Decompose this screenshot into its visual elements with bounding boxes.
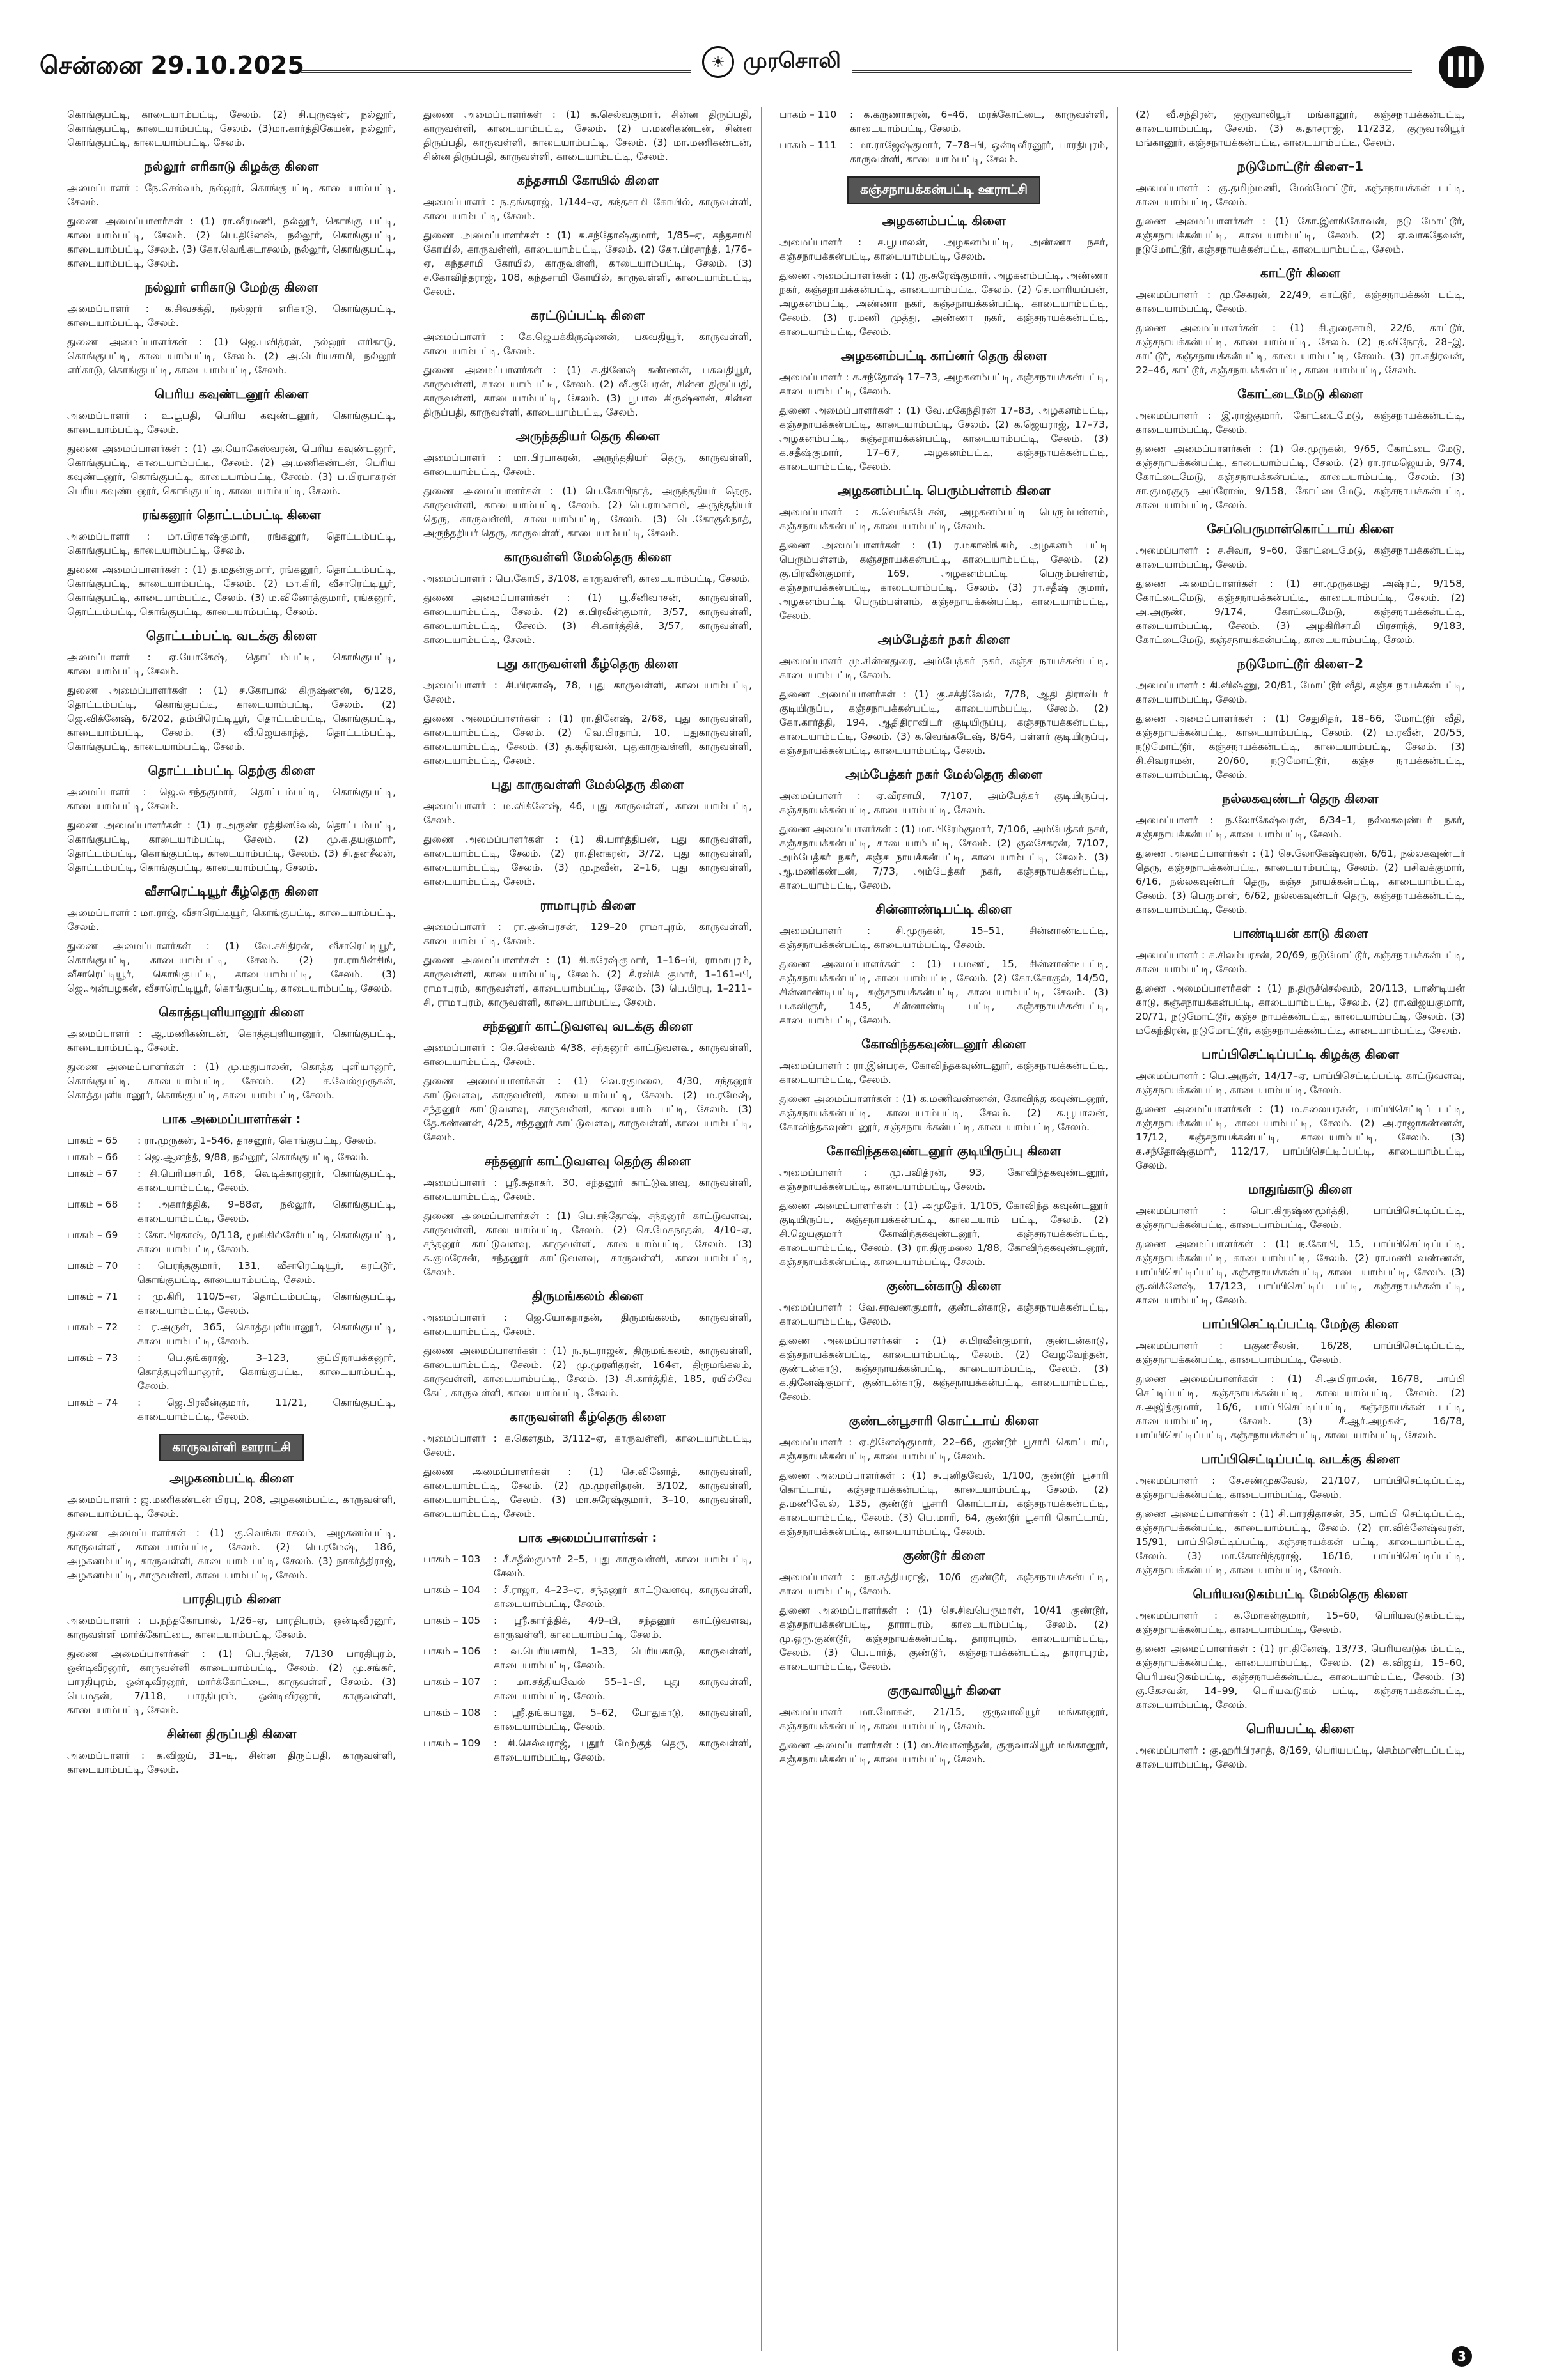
- member-paragraph: துணை அமைப்பாளர்கள் : (1) கி.பார்த்திபன், புது காருவள்ளி, காடையாம்பட்டி, சேலம். (2) ரா.தினகரன், 3/72, புது காருவள்ளி, காடையாம்பட்டி, சேலம். (3) மு.நவீன், 2–16, புது காருவள்ளி, காடையாம்பட்டி, சேலம்.: [423, 834, 752, 887]
- member-paragraph: துணை அமைப்பாளர்கள் : (1) ந.திருச்செல்வம், 20/113, பாண்டியன் காடு, கஞ்சநாயக்கன்பட்டி, காடையாம்பட்டி, சேலம். (2) ரா.விஜயகுமார், 20/71, நடுமோட்டூர், கஞ்ச நாயக்கன்பட்டி, காடையாம்பட்டி, சேலம். (3) மகேந்திரன், நடுமோட்டூர், கஞ்சநாயக்கன்பட்டி, காடையாம்பட்டி, சேலம்.: [1136, 983, 1465, 1036]
- masthead: [0, 0, 1543, 96]
- booth-number: பாகம் – 110: [779, 109, 837, 120]
- booth-number: பாகம் – 111: [779, 139, 837, 151]
- member-paragraph: அமைப்பாளர் : ந.லோகேஷ்வரன், 6/34–1, நல்லகவுண்டர் நகர், கஞ்சநாயக்கன்பட்டி, காடையாம்பட்டி, சேலம்.: [1136, 814, 1465, 840]
- member-paragraph: துணை அமைப்பாளர்கள் : (1) ர.அருண் ரத்தினவேல், தொட்டம்பட்டி, கொங்குபட்டி, காடையாம்பட்டி, சேலம். (2) மு.க.தயகுமார், தொட்டம்பட்டி, கொங்குபட்டி, காடையாம்பட்டி, சேலம். (3) சி.தனசீலன், தொட்டம்பட்டி, கொங்குபட்டி, காடையாம்பட்டி, சேலம்.: [67, 820, 396, 873]
- booth-entry: [423, 1706, 752, 1734]
- member-paragraph: அமைப்பாளர் : ரா.அன்பரசன், 129–20 ராமாபுரம், காருவள்ளி, காடையாம்பட்டி, சேலம்.: [423, 921, 752, 947]
- member-paragraph: அமைப்பாளர் : ச.பூபாலன், அழகனம்பட்டி, அண்ணா நகர், கஞ்சநாயக்கன்பட்டி, காடையாம்பட்டி, சேலம்.: [779, 237, 1108, 262]
- member-paragraph: துணை அமைப்பாளர்கள் : (1) சி.அபிராமன், 16/78, பாப்பி செட்டிப்பட்டி, கஞ்சநாயக்கன்பட்டி, காடையாம்பட்டி, சேலம். (2) ச.அஜித்குமார், 16/6, பாப்பிசெட்டிப்பட்டி, கஞ்சநாயக்கன் பட்டி, காடையாம்பட்டி, சேலம். (3) சீ.ஆர்.அழகன், 16/78, பாப்பிசெட்டிப்பட்டி, கஞ்சநாயக்கன்பட்டி, காடையாம்பட்டி, சேலம்.: [1136, 1373, 1465, 1441]
- booth-organiser: : சீ.ராஜா, 4–23–ஏ, சந்தனூர் காட்டுவளவு, காருவள்ளி, காடையாம்பட்டி, சேலம்.: [494, 1584, 752, 1610]
- brand: [691, 46, 852, 78]
- branch-heading: ரங்கனூர் தொட்டம்பட்டி கிளை: [142, 507, 321, 522]
- member-paragraph: அமைப்பாளர் : க.வெங்கடேசன், அழகனம்பட்டி பெரும்பள்ளம், கஞ்சநாயக்கன்பட்டி, காடையாம்பட்டி, சேலம்.: [779, 506, 1108, 532]
- branch-heading: அருந்ததியர் தெரு கிளை: [515, 428, 660, 444]
- branch-heading: தொட்டம்பட்டி வடக்கு கிளை: [146, 628, 317, 643]
- member-paragraph: துணை அமைப்பாளர்கள் : (1) பெ.சந்தோஷ், சந்தனூர் காட்டுவளவு, காருவள்ளி, காடையாம்பட்டி, சேலம். (2) செ.மேகநாதன், 4/10–ஏ, சந்தனூர் காட்டுவளவு, காருவள்ளி, காடையாம்பட்டி, சேலம். (3) க.குமரேசன், சந்தனூர் காட்டுவளவு, காருவள்ளி, காடையாம்பட்டி, சேலம்.: [423, 1210, 752, 1278]
- member-paragraph: துணை அமைப்பாளர்கள் : (1) ரா.வீரமணி, நல்லூர், கொங்கு பட்டி, காடையாம்பட்டி, சேலம். (2) பெ.தினேஷ், நல்லூர், கொங்குபட்டி, காடையாம்பட்டி, சேலம். (3) கோ.வெங்கடாசலம், நல்லூர், கொங்குபட்டி, காடையாம்பட்டி, சேலம்.: [67, 215, 396, 269]
- booth-entry: [67, 1133, 396, 1147]
- member-paragraph: துணை அமைப்பாளர்கள் : (1) அ.யோகேஸ்வரன், பெரிய கவுண்டனூர், கொங்குபட்டி, காடையாம்பட்டி, சேலம். (2) அ.மணிகண்டன், பெரிய கவுண்டனூர், கொங்குபட்டி, காடையாம்பட்டி, சேலம். (3) ப.பிரபாகரன் பெரிய கவுண்டனூர், கொங்குபட்டி, காடையாம்பட்டி, சேலம்.: [67, 443, 396, 497]
- branch-heading: கரட்டுப்பட்டி கிளை: [530, 307, 645, 323]
- column-2: [423, 107, 762, 2351]
- member-paragraph: அமைப்பாளர் : மு.பவித்ரன், 93, கோவிந்தகவுண்டனூர், கஞ்சநாயக்கன்பட்டி, காடையாம்பட்டி, சேலம்.: [779, 1167, 1108, 1192]
- booth-number: பாகம் – 103: [423, 1553, 481, 1565]
- member-paragraph: துணை அமைப்பாளர்கள் : (1) ம.கலையரசன், பாப்பிசெட்டிப் பட்டி, கஞ்சநாயக்கன்பட்டி, காடையாம்பட்டி, சேலம். (2) அ.ராஜாகண்ணன், 17/12, கஞ்சநாயக்கன்பட்டி, காடையாம்பட்டி, சேலம். (3) க.சந்தோஷ்குமார், 112/17, பாப்பிசெட்டிப்பட்டி, காடையாம்பட்டி, சேலம்.: [1136, 1103, 1465, 1171]
- branch-heading: காட்டூர் கிளை: [1260, 265, 1341, 281]
- branch-heading: வீசாரெட்டியூர் கீழ்தெரு கிளை: [145, 883, 318, 899]
- member-paragraph: அமைப்பாளர் : நே.செல்வம், நல்லூர், கொங்குபட்டி, காடையாம்பட்டி, சேலம்.: [67, 182, 396, 208]
- page-number-badge: III: [1439, 46, 1484, 88]
- member-paragraph: துணை அமைப்பாளர்கள் : (1) சி.பாரதிதாசன், 35, பாப்பி செட்டிப்பட்டி, கஞ்சநாயக்கன்பட்டி, காடையாம்பட்டி, சேலம். (2) ரா.விக்னேஷ்வரன், 15/91, பாப்பிசெட்டிப்பட்டி, கஞ்சநாயக்கன் பட்டி, காடையாம்பட்டி, சேலம். (3) மா.கோவிந்தராஜ், 16/16, பாப்பிசெட்டிப்பட்டி, கஞ்சநாயக்கன்பட்டி, காடையாம்பட்டி, சேலம்.: [1136, 1508, 1465, 1576]
- booth-number: பாகம் – 109: [423, 1738, 481, 1749]
- branch-heading: அழகனம்பட்டி காப்னர் தெரு கிளை: [840, 348, 1047, 363]
- branch-heading: அம்பேத்கர் நகர் மேல்தெரு கிளை: [845, 766, 1043, 782]
- member-paragraph: அமைப்பாளர் : பகுணசீலன், 16/28, பாப்பிசெட்டிப்பட்டி, கஞ்சநாயக்கன்பட்டி, காடையாம்பட்டி, சேலம்.: [1136, 1340, 1465, 1365]
- member-paragraph: துணை அமைப்பாளர்கள் : (1) ரா.தினேஷ், 2/68, புது காருவள்ளி, காடையாம்பட்டி, சேலம். (2) வெ.பிரதாப், 10, புதுகாருவள்ளி, காடையாம்பட்டி, சேலம். (3) த.கதிரவன், புதுகாருவள்ளி, காருவள்ளி, காடையாம்பட்டி, சேலம்.: [423, 713, 752, 766]
- member-paragraph: துணை அமைப்பாளர்கள் : (1) ரா.தினேஷ், 13/73, பெரியவடுக ம்பட்டி, கஞ்சநாயக்கன்பட்டி, காடையாம்பட்டி, சேலம். (2) க.விஜய், 15–60, பெரியவடுகம்பட்டி, கஞ்சநாயக்கன்பட்டி, காடையாம்பட்டி, சேலம். (3) கு.கேசவன், 14–99, பெரியவடுகம் பட்டி, கஞ்சநாயக்கன்பட்டி, காடையாம்பட்டி, சேலம்.: [1136, 1643, 1465, 1711]
- member-paragraph: துணை அமைப்பாளர்கள் : (1) ப.மணி, 15, சின்னாண்டிபட்டி, கஞ்சநாயக்கன்பட்டி, காடையாம்பட்டி, சேலம். (2) கோ.கோகுல், 14/50, சின்னாண்டிபட்டி, கஞ்சநாயக்கன்பட்டி, காடையாம்பட்டி, சேலம். (3) ப.கவிஞர், 145, சின்னாண்டி பட்டி, கஞ்சநாயக்கன்பட்டி, காடையாம்பட்டி, சேலம்.: [779, 958, 1108, 1026]
- member-paragraph: துணை அமைப்பாளர்கள் : (1) க.சந்தோஷ்குமார், 1/85–ஏ, கந்தசாமி கோயில், காருவள்ளி, காடையாம்பட்டி, சேலம். (2) கோ.பிரசாந்த், 1/76–ஏ, கந்தசாமி கோயில், காருவள்ளி, காடையாம்பட்டி, சேலம். (3) ச.கோவிந்தராஜ், 108, கந்தசாமி கோயில், காருவள்ளி, காடையாம்பட்டி, சேலம்.: [423, 229, 752, 297]
- column-3: [779, 107, 1118, 2351]
- member-paragraph: அமைப்பாளர் : பெ.அருள், 14/17–ஏ, பாப்பிசெட்டிப்பட்டி காட்டுவளவு, கஞ்சநாயக்கன்பட்டி, காடையாம்பட்டி, சேலம்.: [1136, 1070, 1465, 1096]
- member-paragraph: துணை அமைப்பாளர்கள் : (1) சேதுசிதர், 18–66, மோட்டூர் வீதி, கஞ்சநாயக்கன்பட்டி, காடையாம்பட்டி, சேலம். (2) ம.ரவீன், 20/55, நடுமோட்டூர், கஞ்சநாயக்கன்பட்டி, காடையாம்பட்டி, சேலம். (3) சி.சிவராமன், 20/60, நடுமோட்டூர், கஞ்ச நாயக்கன்பட்டி, காடையாம்பட்டி, சேலம்.: [1136, 713, 1465, 781]
- member-paragraph: அமைப்பாளர் : க.கௌதம், 3/112–ஏ, காருவள்ளி, காடையாம்பட்டி, சேலம்.: [423, 1433, 752, 1458]
- branch-heading: ராமாபுரம் கிளை: [540, 898, 636, 913]
- member-paragraph: துணை அமைப்பாளர்கள் : (1) ச.புனிதவேல், 1/100, குண்டூர் பூசாரி கொட்டாய், கஞ்சநாயக்கன்பட்டி, காடையாம்பட்டி, சேலம். (2) த.மணிவேல், 135, குண்டூர் பூசாரி கொட்டாய், கஞ்சநாயக்கன்பட்டி, காடையாம்பட்டி, சேலம். (3) பெ.மாரி, 64, குண்டூர் பூசாரி கொட்டாய், கஞ்சநாயக்கன்பட்டி, காடையாம்பட்டி, சேலம்.: [779, 1470, 1108, 1537]
- booth-entry: [67, 1289, 396, 1318]
- branch-heading: பாப்பிசெட்டிப்பட்டி கிழக்கு கிளை: [1202, 1046, 1399, 1062]
- booth-entry: [67, 1167, 396, 1195]
- booth-organiser: : பெரந்தகுமார், 131, வீசாரெட்டியூர், கரட்டூர், கொங்குபட்டி, காடையாம்பட்டி, சேலம்.: [137, 1260, 396, 1286]
- booth-organiser: : மா.ராஜேஷ்குமார், 7–78–பி, ஒன்டிவீரனூர், பாரதிபுரம், காருவள்ளி, காடையாம்பட்டி, சேலம்.: [850, 139, 1108, 165]
- branch-heading: பாப்பிசெட்டிப்பட்டி வடக்கு கிளை: [1200, 1451, 1400, 1466]
- branch-heading: சின்ன திருப்பதி கிளை: [166, 1726, 297, 1741]
- branch-heading: கொத்தபுளியானூர் கிளை: [159, 1004, 304, 1020]
- member-paragraph: அமைப்பாளர் : ஆ.மணிகண்டன், கொத்தபுளியானூர், கொங்குபட்டி, காடையாம்பட்டி, சேலம்.: [67, 1028, 396, 1054]
- branch-heading: கோவிந்தகவுண்டனூர் குடியிருப்பு கிளை: [826, 1143, 1061, 1158]
- booth-organiser: : ஜெ.பிரவீன்குமார், 11/21, கொங்குபட்டி, காடையாம்பட்டி, சேலம்.: [137, 1397, 396, 1422]
- booth-entry: [423, 1583, 752, 1611]
- booth-number: பாகம் – 67: [67, 1168, 118, 1179]
- branch-heading: புது காருவள்ளி மேல்தெரு கிளை: [491, 777, 684, 792]
- branch-heading: நடுமோட்டூர் கிளை–1: [1237, 159, 1364, 174]
- branch-heading: கோவிந்தகவுண்டனூர் கிளை: [861, 1036, 1026, 1052]
- member-paragraph: அமைப்பாளர் : க.சிலம்பரசன், 20/69, நடுமோட்டூர், கஞ்சநாயக்கன்பட்டி, காடையாம்பட்டி, சேலம்.: [1136, 949, 1465, 975]
- booth-number: பாகம் – 74: [67, 1397, 118, 1408]
- booth-organiser: : பெ.தங்கராஜ், 3–123, குப்பிநாயக்கனூர், கொத்தபுளியானூர், கொங்குபட்டி, காடையாம்பட்டி, சேலம்.: [137, 1352, 396, 1392]
- member-paragraph: துணை அமைப்பாளர்கள் : (1) கு.சக்திவேல், 7/78, ஆதி திராவிடர் குடியிருப்பு, கஞ்சநாயக்கன்பட்டி, காடையாம்பட்டி, சேலம். (2) கோ.கார்த்தி, 194, ஆதிதிராவிடர் குடியிருப்பு, கஞ்சநாயக்கன்பட்டி, காடையாம்பட்டி, சேலம். (3) க.வெங்கடேஷ், 8/64, பள்ளர் குடியிருப்பு, கஞ்சநாயக்கன்பட்டி, காடையாம்பட்டி, சேலம்.: [779, 688, 1108, 756]
- member-paragraph: துணை அமைப்பாளர்கள் : (1) பெ.கோபிநாத், அருந்ததியர் தெரு, காருவள்ளி, காடையாம்பட்டி, சேலம். (2) பெ.ராமசாமி, அருந்ததியர் தெரு, காருவள்ளி, காடையாம்பட்டி, சேலம். (3) பெ.கோகுல்நாத், அருந்ததியர் தெரு, காருவள்ளி, காடையாம்பட்டி, சேலம்.: [423, 485, 752, 539]
- footer-page-mark: 3: [1452, 2346, 1472, 2367]
- column-1: [67, 107, 405, 2351]
- booth-number: பாகம் – 108: [423, 1707, 481, 1718]
- branch-heading: கந்தசாமி கோயில் கிளை: [517, 173, 659, 188]
- booth-entry: [67, 1320, 396, 1348]
- booth-number: பாகம் – 106: [423, 1645, 481, 1657]
- member-paragraph: அமைப்பாளர் : கு.தமிழ்மணி, மேல்மோட்டூர், கஞ்சநாயக்கன் பட்டி, காடையாம்பட்டி, சேலம்.: [1136, 182, 1465, 208]
- member-paragraph: அமைப்பாளர் : சி.பிரகாஷ், 78, புது காருவள்ளி, காடையாம்பட்டி, சேலம்.: [423, 680, 752, 705]
- member-paragraph: அமைப்பாளர் : ந.தங்கராஜ், 1/144–ஏ, கந்தசாமி கோயில், காருவள்ளி, காடையாம்பட்டி, சேலம்.: [423, 196, 752, 222]
- member-paragraph: துணை அமைப்பாளர்கள் : (1) ர.மகாலிங்கம், அழகனம் பட்டி பெரும்பள்ளம், கஞ்சநாயக்கன்பட்டி, காடையாம்பட்டி, சேலம். (2) கு.பிரவீன்குமார், 169, அழகனம்பட்டி பெரும்பள்ளம், கஞ்சநாயக்கன்பட்டி, காடையாம்பட்டி, சேலம். (3) ரா.சதீஷ் குமார், அழகனம்பட்டி பெரும்பள்ளம், கஞ்சநாயக்கன்பட்டி, காடையாம்பட்டி, சேலம்.: [779, 540, 1108, 621]
- branch-heading: அம்பேத்கர் நகர் கிளை: [877, 632, 1010, 647]
- branch-heading: பாக அமைப்பாளர்கள் :: [162, 1111, 301, 1126]
- member-paragraph: அமைப்பாளர் : கி.விஷ்ணு, 20/81, மோட்டூர் வீதி, கஞ்ச நாயக்கன்பட்டி, காடையாம்பட்டி, சேலம்.: [1136, 680, 1465, 705]
- member-paragraph: அமைப்பாளர் : ரா.இன்பரசு, கோவிந்தகவுண்டனூர், கஞ்சநாயக்கன்பட்டி, காடையாம்பட்டி, சேலம்.: [779, 1060, 1108, 1085]
- member-paragraph: அமைப்பாளர் : க.விஜய், 31–டி, சின்ன திருப்பதி, காருவள்ளி, காடையாம்பட்டி, சேலம்.: [67, 1750, 396, 1775]
- member-paragraph: அமைப்பாளர் : ம.விக்னேஷ், 46, புது காருவள்ளி, காடையாம்பட்டி, சேலம்.: [423, 800, 752, 826]
- booth-number: பாகம் – 73: [67, 1352, 118, 1364]
- member-paragraph: அமைப்பாளர் : ஏ.வீரசாமி, 7/107, அம்பேத்கர் குடியிருப்பு, கஞ்சநாயக்கன்பட்டி, காடையாம்பட்டி, சேலம்.: [779, 790, 1108, 816]
- booth-entry: [423, 1614, 752, 1642]
- member-paragraph: அமைப்பாளர் : க.சிவசக்தி, நல்லூர் எரிகாடு, கொங்குபட்டி, காடையாம்பட்டி, சேலம்.: [67, 303, 396, 329]
- member-paragraph: துணை அமைப்பாளர்கள் : (1) கோ.இளங்கோவன், நடு மோட்டூர், கஞ்சநாயக்கன்பட்டி, காடையாம்பட்டி, சேலம். (2) ஏ.வாசுதேவன், நடுமோட்டூர், கஞ்சநாயக்கன்பட்டி, காடையாம்பட்டி, சேலம்.: [1136, 215, 1465, 255]
- booth-number: பாகம் – 107: [423, 1676, 481, 1688]
- booth-organiser: : க.கருணாகரன், 6–46, மரக்கோட்டை, காருவள்ளி, காடையாம்பட்டி, சேலம்.: [850, 109, 1108, 134]
- member-paragraph: அமைப்பாளர் : ஏ.தினேஷ்குமார், 22–66, குண்டூர் பூசாரி கொட்டாய், கஞ்சநாயக்கன்பட்டி, காடையாம்பட்டி, சேலம்.: [779, 1436, 1108, 1462]
- member-paragraph: அமைப்பாளர் : சி.முருகன், 15–51, சின்னாண்டிபட்டி, கஞ்சநாயக்கன்பட்டி, காடையாம்பட்டி, சேலம்.: [779, 925, 1108, 951]
- member-paragraph: துணை அமைப்பாளர்கள் : (1) ரு.சுரேஷ்குமார், அழகனம்பட்டி, அண்ணா நகர், கஞ்சநாயக்கன்பட்டி, காடையாம்பட்டி, சேலம். (2) செ.மாரியப்பன், அழகனம்பட்டி, அண்ணா நகர், கஞ்சநாயக்கன்பட்டி, காடையாம்பட்டி, சேலம். (3) ர.மணி முத்து, அண்ணா நகர், கஞ்சநாயக்கன்பட்டி, காடையாம்பட்டி, சேலம்.: [779, 270, 1108, 338]
- member-paragraph: துணை அமைப்பாளர்கள் : (1) செ.லோகேஷ்வரன், 6/61, நல்லகவுண்டர் தெரு, கஞ்சநாயக்கன்பட்டி, காடையாம்பட்டி, சேலம். (2) பசிவக்குமார், 6/16, நல்லகவுண்டர் தெரு, கஞ்ச நாயக்கன்பட்டி, காடையாம்பட்டி, சேலம். (3) பெருமாள், 6/62, நல்லகவுண்டர் தெரு, கஞ்சநாயக்கன்பட்டி, காடையாம்பட்டி, சேலம்.: [1136, 848, 1465, 915]
- branch-heading: அழகனம்பட்டி கிளை: [169, 1470, 294, 1486]
- booth-number: பாகம் – 104: [423, 1584, 481, 1596]
- branch-heading: குண்டன்பூசாரி கொட்டாய் கிளை: [849, 1413, 1039, 1428]
- branch-heading: பெரிய கவுண்டனூர் கிளை: [154, 386, 309, 401]
- member-paragraph: துணை அமைப்பாளர்கள் : (1) கு.வெங்கடாசலம், அழகனம்பட்டி, காருவள்ளி, காடையாம்பட்டி, சேலம். (2) பெ.ரமேஷ், 186, அழகனம்பட்டி, காருவள்ளி, காடையாம் பட்டி, சேலம். (3) நாகர்த்திராஜ், அழகனம்பட்டி, காருவள்ளி, காடையாம்பட்டி, சேலம்.: [67, 1527, 396, 1581]
- member-paragraph: துணை அமைப்பாளர்கள் : (1) செ.வினோத், காருவள்ளி, காடையாம்பட்டி, சேலம். (2) மு.முரளிதரன், 3/102, காருவள்ளி, காடையாம்பட்டி, சேலம். (3) மா.சுரேஷ்குமார், 3–10, காருவள்ளி, காடையாம்பட்டி, சேலம்.: [423, 1466, 752, 1520]
- member-paragraph: துணை அமைப்பாளர்கள் : (1) க.தினேஷ் கண்ணன், பசுவதியூர், காருவள்ளி, காடையாம்பட்டி, சேலம். (2) வீ.குபேரன், சின்ன திருப்பதி, காருவள்ளி, காடையாம்பட்டி, சேலம். (3) பூபால கிருஷ்ணன், சின்ன திருப்பதி, காருவள்ளி, காடையாம்பட்டி, சேலம்.: [423, 364, 752, 418]
- masthead-rule: [301, 70, 1412, 73]
- booth-number: பாகம் – 65: [67, 1135, 118, 1146]
- member-paragraph: துணை அமைப்பாளர்கள் : (1) செ.முருகன், 9/65, கோட்டை மேடு, கஞ்சநாயக்கன்பட்டி, காடையாம்பட்டி, சேலம். (2) ரா.ராமஜெயம், 9/74, கோட்டைமேடு, கஞ்சநாயக்கன்பட்டி, காடையாம்பட்டி, சேலம். (3) சா.குமரகுரு அப்ரோஸ், 9/158, கோட்டைமேடு, கஞ்சநாயக்கன்பட்டி, காடையாம்பட்டி, சேலம்.: [1136, 443, 1465, 511]
- member-paragraph: அமைப்பாளர் : ப.நந்தகோபால், 1/26–ஏ, பாரதிபுரம், ஒன்டிவீரனூர், காருவள்ளி மார்க்கோட்டை, காடையாம்பட்டி, சேலம்.: [67, 1615, 396, 1640]
- booth-organiser: : சி.செல்வராஜ், புதூர் மேற்குத் தெரு, காருவள்ளி, காடையாம்பட்டி, சேலம்.: [494, 1738, 752, 1763]
- branch-heading: தொட்டம்பட்டி தெற்கு கிளை: [148, 763, 315, 778]
- member-paragraph: துணை அமைப்பாளர்கள் : (1) த.மதன்குமார், ரங்கனூர், தொட்டம்பட்டி, கொங்குபட்டி, காடையாம்பட்டி, சேலம். (2) மா.கிரி, வீசாரெட்டியூர், கொங்குபட்டி, காடையாம்பட்டி, சேலம். (3) ம.வினோத்குமார், ரங்கனூர், தொட்டம்பட்டி, கொங்குபட்டி, காடையாம்பட்டி, சேலம்.: [67, 564, 396, 618]
- branch-heading: நடுமோட்டூர் கிளை–2: [1237, 656, 1364, 671]
- booth-number: பாகம் – 72: [67, 1321, 118, 1333]
- member-paragraph: துணை அமைப்பாளர்கள் : (1) ச.கோபால் கிருஷ்ணன், 6/128, தொட்டம்பட்டி, கொங்குபட்டி, காடையாம்பட்டி, சேலம். (2) ஜெ.விக்னேஷ், 6/202, தம்பிரெட்டியூர், தொட்டம்பட்டி, கொங்குபட்டி, காடையாம்பட்டி, சேலம். (3) வீ.ஜெயகாந்த், தொட்டம்பட்டி, கொங்குபட்டி, காடையாம்பட்டி, சேலம்.: [67, 685, 396, 752]
- booth-entry: [67, 1150, 396, 1164]
- member-paragraph: அமைப்பாளர் : வே.சரவணகுமார், குண்டன்காடு, கஞ்சநாயக்கன்பட்டி, காடையாம்பட்டி, சேலம்.: [779, 1302, 1108, 1327]
- member-paragraph: துணை அமைப்பாளர்கள் : (1) ச.பிரவீன்குமார், குண்டன்காடு, கஞ்சநாயக்கன்பட்டி, காடையாம்பட்டி, சேலம். (2) வேழவேந்தன், குண்டன்காடு, கஞ்சநாயக்கன்பட்டி, காடையாம்பட்டி, சேலம். (3) க.தினேஷ்குமார், குண்டன்காடு, கஞ்சநாயக்கன்பட்டி, காடையாம்பட்டி, சேலம்.: [779, 1335, 1108, 1403]
- member-paragraph: அமைப்பாளர் : சே.சண்முகவேல், 21/107, பாப்பிசெட்டிப்பட்டி, கஞ்சநாயக்கன்பட்டி, காடையாம்பட்டி, சேலம்.: [1136, 1475, 1465, 1500]
- branch-heading: குண்டூர் கிளை: [902, 1548, 985, 1563]
- branch-heading: காருவள்ளி கீழ்தெரு கிளை: [509, 1409, 666, 1424]
- booth-number: பாகம் – 69: [67, 1229, 118, 1241]
- member-paragraph: துணை அமைப்பாளர்கள் : (1) பெ.நிதன், 7/130 பாரதிபுரம், ஒன்டிவீரனூர், காருவள்ளி காடையாம்பட்டி, சேலம். (2) மு.சங்கர், பாரதிபுரம், ஒன்டிவீரனூர், மார்க்கோட்டை, காருவள்ளி, சேலம். (3) பெ.மதன், 7/118, பாரதிபுரம், ஒன்டிவீரனூர், காருவள்ளி, காடையாம்பட்டி, சேலம்.: [67, 1648, 396, 1716]
- branch-heading: சேப்பெருமாள்கொட்டாய் கிளை: [1207, 521, 1394, 536]
- member-paragraph: அமைப்பாளர் : ஜெ.யோகநாதன், திருமங்கலம், காருவள்ளி, காடையாம்பட்டி, சேலம்.: [423, 1312, 752, 1337]
- branch-heading: சந்தனூர் காட்டுவளவு வடக்கு கிளை: [482, 1018, 693, 1034]
- booth-entry: [67, 1351, 396, 1393]
- member-paragraph: துணை அமைப்பாளர்கள் : (1) மா.பிரேம்குமார், 7/106, அம்பேத்கர் நகர், கஞ்சநாயக்கன்பட்டி, காடையாம்பட்டி, சேலம். (2) குலசேகரன், 7/107, அம்பேத்கர் நகர், கஞ்ச நாயக்கன்பட்டி, காடையாம்பட்டி, சேலம். (3) ஆ.மணிகண்டன், 7/73, அம்பேத்கர் நகர், கஞ்சநாயக்கன்பட்டி, காடையாம்பட்டி, சேலம்.: [779, 823, 1108, 891]
- branch-heading: கோட்டைமேடு கிளை: [1237, 386, 1363, 401]
- rising-sun-emblem-icon: ☀: [702, 46, 734, 78]
- panchayat-section-banner: கஞ்சநாயக்கன்பட்டி ஊராட்சி: [847, 176, 1040, 204]
- booth-organiser: : சி.பெரியசாமி, 168, வெடிக்காரனூர், கொங்குபட்டி, காடையாம்பட்டி, சேலம்.: [137, 1168, 396, 1194]
- branch-heading: மாதுங்காடு கிளை: [1248, 1181, 1352, 1197]
- member-paragraph: துணை அமைப்பாளர்கள் : (1) வே.சசிதிரன், வீசாரெட்டியூர், கொங்குபட்டி, காடையாம்பட்டி, சேலம். (2) ரா.ராமின்சிங், வீசாரெட்டியூர், கொங்குபட்டி, காடையாம்பட்டி, சேலம். (3) ஜெ.அன்பழகன், வீசாரெட்டியூர், கொங்குபட்டி, காடையாம்பட்டி, சேலம்.: [67, 940, 396, 994]
- branch-heading: நல்லூர் எரிகாடு மேற்கு கிளை: [145, 279, 318, 295]
- branch-heading: சின்னாண்டிபட்டி கிளை: [875, 901, 1012, 917]
- booth-number: பாகம் – 70: [67, 1260, 118, 1272]
- booth-organiser: : வ.பெரியசாமி, 1–33, பெரியகாடு, காருவள்ளி, காடையாம்பட்டி, சேலம்.: [494, 1645, 752, 1671]
- booth-entry: [423, 1552, 752, 1580]
- branch-heading: பாண்டியன் காடு கிளை: [1232, 926, 1368, 941]
- member-paragraph: அமைப்பாளர் : ஏ.யோகேஷ், தொட்டம்பட்டி, கொங்குபட்டி, காடையாம்பட்டி, சேலம்.: [67, 651, 396, 677]
- branch-heading: குருவாலியூர் கிளை: [887, 1683, 1001, 1698]
- member-paragraph: துணை அமைப்பாளர்கள் : (1) வெ.ரகுமலை, 4/30, சந்தனூர் காட்டுவளவு, காருவள்ளி, காடையாம்பட்டி, சேலம். (2) ம.ரமேஷ், சந்தனூர் காட்டுவளவு, காருவள்ளி, காடையாம் பட்டி, சேலம். (3) தே.கண்ணன், 4/25, சந்தனூர் காட்டுவளவு, காருவள்ளி, காடையாம்பட்டி, சேலம்.: [423, 1075, 752, 1143]
- member-paragraph: துணை அமைப்பாளர்கள் : (1) அமுதேர், 1/105, கோவிந்த கவுண்டனூர் குடியிருப்பு, கஞ்சநாயக்கன்பட்டி, காடையாம் பட்டி, சேலம். (2) சி.ஜெயகுமார் கோவிந்தகவுண்டனூர், கஞ்சநாயக்கன்பட்டி, காடையாம்பட்டி, சேலம். (3) ரா.திருமலை 1/88, கோவிந்தகவுண்டனூர், கஞ்சநாயக்கன்பட்டி, காடையாம்பட்டி, சேலம்.: [779, 1200, 1108, 1268]
- branch-heading: அழகனம்பட்டி கிளை: [882, 213, 1006, 228]
- branch-heading: காருவள்ளி மேல்தெரு கிளை: [503, 549, 672, 564]
- booth-entry: [67, 1228, 396, 1256]
- branch-heading: பெரியவடுகம்பட்டி மேல்தெரு கிளை: [1193, 1586, 1408, 1601]
- member-paragraph: துணை அமைப்பாளர்கள் : (1) வே.மகேந்திரன் 17–83, அழகனம்பட்டி, கஞ்சநாயக்கன்பட்டி, காடையாம்பட்டி, சேலம். (2) க.ஜெயராஜ், 17–73, அழகனம்பட்டி, கஞ்சநாயக்கன்பட்டி, காடையாம்பட்டி, சேலம். (3) க.சதீஷ்குமார், 17–67, அழகனம்பட்டி, கஞ்சநாயக்கன்பட்டி, காடையாம்பட்டி, சேலம்.: [779, 405, 1108, 472]
- column-4: [1136, 107, 1474, 2351]
- booth-entry: [423, 1736, 752, 1764]
- member-paragraph: துணை அமைப்பாளர்கள் : (1) க.செல்வகுமார், சின்ன திருப்பதி, காருவள்ளி, காடையாம்பட்டி, சேலம். (2) ப.மணிகண்டன், சின்ன திருப்பதி, காருவள்ளி, காடையாம்பட்டி, சேலம். (3) மா.மணிகண்டன், சின்ன திருப்பதி, காருவள்ளி, காடையாம்பட்டி, சேலம்.: [423, 109, 752, 162]
- panchayat-section-banner: காருவள்ளி ஊராட்சி: [159, 1434, 304, 1461]
- member-paragraph: அமைப்பாளர் : ஜெ.வசந்தகுமார், தொட்டம்பட்டி, கொங்குபட்டி, காடையாம்பட்டி, சேலம்.: [67, 786, 396, 812]
- member-paragraph: துணை அமைப்பாளர்கள் : (1) சி.சுரேஷ்குமார், 1–16–பி, ராமாபுரம், காருவள்ளி, காடையாம்பட்டி, சேலம். (2) சீ.ரவிக் குமார், 1–161–பி, ராமாபுரம், காருவள்ளி, காடையாம்பட்டி, சேலம். (3) பெ.பிரபு, 1–211–சி, ராமாபுரம், காருவள்ளி, காடையாம்பட்டி, சேலம்.: [423, 954, 752, 1008]
- branch-heading: பாக அமைப்பாளர்கள் :: [518, 1530, 657, 1545]
- branch-heading: பெரியபட்டி கிளை: [1246, 1721, 1355, 1736]
- booth-organiser: : ரா.முருகன், 1–546, தாசனூர், கொங்குபட்டி, சேலம்.: [137, 1135, 377, 1146]
- booth-number: பாகம் – 105: [423, 1615, 481, 1626]
- booth-organiser: : கோ.பிரகாஷ், 0/118, மூங்கில்சேரிபட்டி, கொங்குபட்டி, காடையாம்பட்டி, சேலம்.: [137, 1229, 396, 1255]
- member-paragraph: அமைப்பாளர் : பொ.கிருஷ்ணமூர்த்தி, பாப்பிசெட்டிப்பட்டி, கஞ்சநாயக்கன்பட்டி, காடையாம்பட்டி, சேலம்.: [1136, 1205, 1465, 1231]
- member-paragraph: அமைப்பாளர் : இ.ராஜ்குமார், கோட்டைமேடு, கஞ்சநாயக்கன்பட்டி, காடையாம்பட்டி, சேலம்.: [1136, 410, 1465, 435]
- member-paragraph: கொங்குபட்டி, காடையாம்பட்டி, சேலம். (2) சி.புருஷன், நல்லூர், கொங்குபட்டி, காடையாம்பட்டி, சேலம். (3)மா.கார்த்திகேயன், நல்லூர், கொங்குபட்டி, காடையாம்பட்டி, சேலம்.: [67, 109, 396, 148]
- member-paragraph: அமைப்பாளர் : கே.ஜெயக்கிருஷ்ணன், பசுவதியூர், காருவள்ளி, காடையாம்பட்டி, சேலம்.: [423, 331, 752, 357]
- booth-organiser: : ஜெ.ஆனந்த், 9/88, நல்லூர், கொங்குபட்டி, சேலம்.: [137, 1151, 370, 1163]
- branch-heading: நல்லகவுண்டர் தெரு கிளை: [1222, 791, 1379, 806]
- booth-entry: [779, 107, 1108, 136]
- member-paragraph: அமைப்பாளர் : மா.பிரகாஷ்குமார், ரங்கனூர், தொட்டம்பட்டி, கொங்குபட்டி, காடையாம்பட்டி, சேலம்.: [67, 531, 396, 556]
- member-paragraph: அமைப்பாளர் : மா.பிரபாகரன், அருந்ததியர் தெரு, காருவள்ளி, காடையாம்பட்டி, சேலம்.: [423, 452, 752, 478]
- member-paragraph: அமைப்பாளர் : நா.சத்தியராஜ், 10/6 குண்டூர், கஞ்சநாயக்கன்பட்டி, காடையாம்பட்டி, சேலம்.: [779, 1571, 1108, 1597]
- branch-heading: நல்லூர் எரிகாடு கிழக்கு கிளை: [144, 159, 319, 174]
- member-paragraph: அமைப்பாளர் : உ.பூபதி, பெரிய கவுண்டனூர், கொங்குபட்டி, காடையாம்பட்டி, சேலம்.: [67, 410, 396, 435]
- member-paragraph: துணை அமைப்பாளர்கள் : (1) சி.துரைசாமி, 22/6, காட்டூர், கஞ்சநாயக்கன்பட்டி, காடையாம்பட்டி, சேலம். (2) ந.விநோத், 28–இ, காட்டூர், கஞ்சநாயக்கன்பட்டி, காடையாம்பட்டி, சேலம். (3) ரா.கதிரவன், 22–46, காட்டூர், கஞ்சநாயக்கன்பட்டி, காடையாம்பட்டி, சேலம்.: [1136, 322, 1465, 376]
- branch-heading: அழகனம்பட்டி பெரும்பள்ளம் கிளை: [837, 483, 1051, 498]
- booth-entry: [423, 1675, 752, 1703]
- booth-organiser: : ர.அருள், 365, கொத்தபுளியானூர், கொங்குபட்டி, காடையாம்பட்டி, சேலம்.: [137, 1321, 396, 1347]
- member-paragraph: துணை அமைப்பாளர்கள் : (1) செ.சிவபெருமாள், 10/41 குண்டூர், கஞ்சநாயக்கன்பட்டி, தாராபுரம், காடையாம்பட்டி, சேலம். (2) மு.ஒரு.குண்டூர், கஞ்சநாயக்கன்பட்டி, தாராபுரம், காடையாம்பட்டி, சேலம். (3) பெ.பார்த், குண்டூர், கஞ்சநாயக்கன்பட்டி, தாராபுரம், காடையாம்பட்டி, சேலம்.: [779, 1605, 1108, 1672]
- member-paragraph: துணை அமைப்பாளர்கள் : (1) மு.மதுபாலன், கொத்த புளியானூர், கொங்குபட்டி, காடையாம்பட்டி, சேலம். (2) ச.வேல்முருகன், கொத்தபுளியானூர், கொங்குபட்டி, காடையாம்பட்டி, சேலம்.: [67, 1061, 396, 1101]
- branch-heading: பாப்பிசெட்டிப்பட்டி மேற்கு கிளை: [1202, 1316, 1399, 1332]
- branch-heading: குண்டன்காடு கிளை: [886, 1278, 1001, 1293]
- member-paragraph: துணை அமைப்பாளர்கள் : (1) பூ.சீனிவாசன், காருவள்ளி, காடையாம்பட்டி, சேலம். (2) க.பிரவீன்குமார், 3/57, காருவள்ளி, காடையாம்பட்டி, சேலம். (3) சி.கார்த்திக், 3/57, காருவள்ளி, காடையாம்பட்டி, சேலம்.: [423, 592, 752, 646]
- branch-heading: பாரதிபுரம் கிளை: [182, 1591, 281, 1606]
- member-paragraph: (2) வீ.சந்திரன், குருவாலியூர் மங்கானூர், கஞ்சநாயக்கன்பட்டி, காடையாம்பட்டி, சேலம். (3) க.தாசராஜ், 11/232, குருவாலியூர் மங்கானூர், கஞ்சநாயக்கன்பட்டி, காடையாம்பட்டி, சேலம்.: [1136, 109, 1465, 148]
- member-paragraph: அமைப்பாளர் : க.மோகன்குமார், 15–60, பெரியவடுகம்பட்டி, கஞ்சநாயக்கன்பட்டி, காடையாம்பட்டி, சேலம்.: [1136, 1610, 1465, 1635]
- booth-organiser: : ஸ்ரீ.கார்த்திக், 4/9–பி, சந்தனூர் காட்டுவளவு, காருவள்ளி, காடையாம்பட்டி, சேலம்.: [494, 1615, 752, 1640]
- booth-organiser: : மா.சத்தியவேல் 55–1–பி, புது காருவள்ளி, காடையாம்பட்டி, சேலம்.: [494, 1676, 752, 1702]
- booth-number: பாகம் – 71: [67, 1291, 118, 1302]
- member-paragraph: துணை அமைப்பாளர்கள் : (1) ஜெ.பவித்ரன், நல்லூர் எரிகாடு, கொங்குபட்டி, காடையாம்பட்டி, சேலம். (2) அ.பெரியசாமி, நல்லூர் எரிகாடு, கொங்குபட்டி, காடையாம்பட்டி, சேலம்.: [67, 336, 396, 376]
- member-paragraph: அமைப்பாளர் : ஸ்ரீ.சுதாகர், 30, சந்தனூர் காட்டுவளவு, காருவள்ளி, காடையாம்பட்டி, சேலம்.: [423, 1177, 752, 1202]
- booth-organiser: : மு.கிரி, 110/5–எ, தொட்டம்பட்டி, கொங்குபட்டி, காடையாம்பட்டி, சேலம்.: [137, 1291, 396, 1316]
- member-paragraph: அமைப்பாளர் : கு.ஹரிபிரசாத், 8/169, பெரியபட்டி, செம்மாண்டப்பட்டி, காடையாம்பட்டி, சேலம்.: [1136, 1745, 1465, 1770]
- booth-entry: [779, 138, 1108, 166]
- booth-entry: [423, 1644, 752, 1672]
- booth-organiser: : சீ.சதீஸ்குமார் 2–5, புது காருவள்ளி, காடையாம்பட்டி, சேலம்.: [494, 1553, 752, 1579]
- branch-heading: புது காருவள்ளி கீழ்தெரு கிளை: [497, 656, 678, 671]
- member-paragraph: அமைப்பாளர் : செ.செல்வம் 4/38, சந்தனூர் காட்டுவளவு, காருவள்ளி, காடையாம்பட்டி, சேலம்.: [423, 1042, 752, 1068]
- member-paragraph: துணை அமைப்பாளர்கள் : (1) ந.கோபி, 15, பாப்பிசெட்டிப்பட்டி, கஞ்சநாயக்கன்பட்டி, காடையாம்பட்டி, சேலம். (2) ரா.மணி வண்ணன், பாப்பிசெட்டிப்பட்டி, கஞ்சநாயக்கன்பட்டி, காடை யாம்பட்டி, சேலம். (3) கு.விக்னேஷ், 17/123, பாப்பிசெட்டிப் பட்டி, கஞ்சநாயக்கன்பட்டி, காடையாம்பட்டி, சேலம்.: [1136, 1238, 1465, 1306]
- member-paragraph: அமைப்பாளர் மா.மோகன், 21/15, குருவாலியூர் மங்கானூர், கஞ்சநாயக்கன்பட்டி, காடையாம்பட்டி, சேலம்.: [779, 1706, 1108, 1732]
- booth-organiser: : ஸ்ரீ.தங்கபாலு, 5–62, போதுகாடு, காருவள்ளி, காடையாம்பட்டி, சேலம்.: [494, 1707, 752, 1732]
- member-paragraph: துணை அமைப்பாளர்கள் : (1) ஸ.சிவானந்தன், குருவாலியூர் மங்கானூர், கஞ்சநாயக்கன்பட்டி, காடையாம்பட்டி, சேலம்.: [779, 1739, 1108, 1765]
- member-paragraph: அமைப்பாளர் : மு.சேகரன், 22/49, காட்டூர், கஞ்சநாயக்கன் பட்டி, காடையாம்பட்டி, சேலம்.: [1136, 289, 1465, 315]
- member-paragraph: துணை அமைப்பாளர்கள் : (1) க.மணிவண்ணன், கோவிந்த கவுண்டனூர், கஞ்சநாயக்கன்பட்டி, காடையாம்பட்டி, சேலம். (2) க.பூபாலன், கோவிந்தகவுண்டனூர், கஞ்சநாயக்கன்பட்டி, காடையாம்பட்டி, சேலம்.: [779, 1093, 1108, 1133]
- booth-number: பாகம் – 68: [67, 1199, 118, 1210]
- member-paragraph: துணை அமைப்பாளர்கள் : (1) சா.முருகமது அஷ்ரப், 9/158, கோட்டைமேடு, கஞ்சநாயக்கன்பட்டி, காடையாம்பட்டி, சேலம். (2) அ.அருண், 9/174, கோட்டைமேடு, கஞ்சநாயக்கன்பட்டி, காடையாம்பட்டி, சேலம். (3) அழகிரிசாமி பிரசாந்த், 9/183, கோட்டைமேடு, கஞ்சநாயக்கன்பட்டி, காடையாம்பட்டி, சேலம்.: [1136, 578, 1465, 646]
- member-paragraph: அமைப்பாளர் : ஜ.மணிகண்டன் பிரபு, 208, அழகனம்பட்டி, காருவள்ளி, காடையாம்பட்டி, சேலம்.: [67, 1494, 396, 1520]
- branch-heading: திருமங்கலம் கிளை: [531, 1288, 644, 1303]
- booth-entry: [67, 1396, 396, 1424]
- booth-entry: [67, 1259, 396, 1287]
- booth-number: பாகம் – 66: [67, 1151, 118, 1163]
- paper-name: முரசொலி: [743, 48, 841, 74]
- booth-organiser: : அகார்த்திக், 9–88எ, நல்லூர், கொங்குபட்டி, காடையாம்பட்டி, சேலம்.: [137, 1199, 396, 1224]
- member-paragraph: அமைப்பாளர் : பெ.கோபி, 3/108, காருவள்ளி, காடையாம்பட்டி, சேலம்.: [423, 573, 751, 584]
- member-paragraph: துணை அமைப்பாளர்கள் : (1) ந.நடராஜன், திருமங்கலம், காருவள்ளி, காடையாம்பட்டி, சேலம். (2) மு.முரளிதரன், 164எ, திருமங்கலம், காருவள்ளி, காடையாம்பட்டி, சேலம். (3) சி.கார்த்திக், 185, ரயில்வே கேட், காருவள்ளி, காடையாம்பட்டி, சேலம்.: [423, 1345, 752, 1399]
- member-paragraph: அமைப்பாளர் : ச.சிவா, 9–60, கோட்டைமேடு, கஞ்சநாயக்கன்பட்டி, காடையாம்பட்டி, சேலம்.: [1136, 545, 1465, 570]
- booth-entry: [67, 1197, 396, 1225]
- member-paragraph: அமைப்பாளர் மு.சின்னதுரை, அம்பேத்கர் நகர், கஞ்ச நாயக்கன்பட்டி, காடையாம்பட்டி, சேலம்.: [779, 655, 1108, 681]
- member-paragraph: அமைப்பாளர் : மா.ராஜ், வீசாரெட்டியூர், கொங்குபட்டி, காடையாம்பட்டி, சேலம்.: [67, 907, 396, 933]
- branch-heading: சந்தனூர் காட்டுவளவு தெற்கு கிளை: [484, 1153, 691, 1169]
- page-date: சென்னை 29.10.2025: [40, 51, 304, 79]
- article-columns: [67, 107, 1474, 2351]
- member-paragraph: அமைப்பாளர் : க.சந்தோஷ் 17–73, அழகனம்பட்டி, கஞ்சநாயக்கன்பட்டி, காடையாம்பட்டி, சேலம்.: [779, 371, 1108, 397]
